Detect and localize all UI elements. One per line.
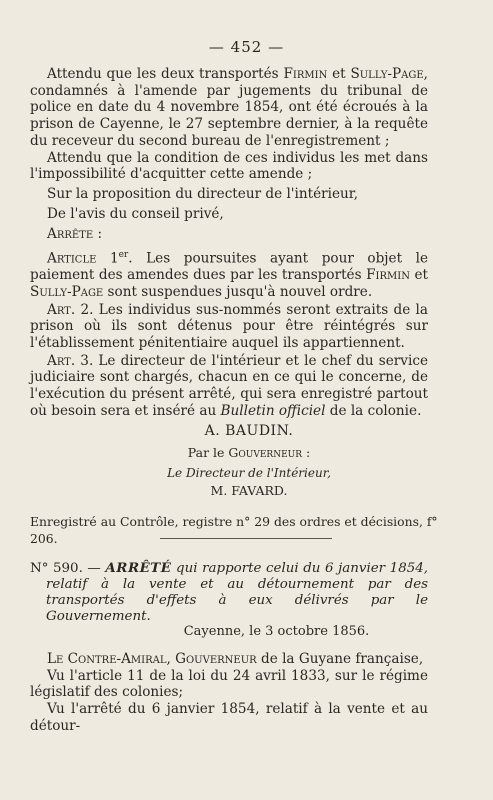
by-the-governor: Par le Gouverneur : — [187, 445, 311, 460]
preamble-paragraph-3: Sur la proposition du directeur de l'intérieur, — [47, 185, 359, 202]
preamble-paragraph-2: Attendu que la condition de ces individus les met dans l'impossibilité d'acquitter cette amende ; — [30, 149, 428, 183]
decree-number: N° 590. — — [30, 561, 106, 576]
preamble-paragraph-1: Attendu que les deux transportés Firmin et Sully-Page, condamnés à l'amende par jugements du tribunal de police en date du 4 novembre 1854, ont été écroués à la prison de Cayenne, le 27 septembre dernier, à la requête du receveur du second bureau de l'enregistrement ; — [30, 66, 428, 149]
article-1: Article 1er. Les poursuites ayant pour objet le paiement des amendes dues par les transportés Firmin et Sully-Page sont suspendues jusqu'à nouvel ordre. — [30, 250, 428, 300]
registration-line: Enregistré au Contrôle, registre n° 29 des ordres et décisions, f° 206. — [30, 514, 438, 546]
name-firmin: Firmin — [283, 66, 328, 82]
separator-rule — [160, 538, 332, 539]
article-3: Art. 3. Le directeur de l'intérieur et le chef du service judiciaire sont chargés, chacun en ce qui le concerne, de l'exécution du présent arrêté, qui sera enregistré partout où besoin sera et inséré au Bulletin officiel de la colonie. — [30, 352, 428, 419]
second-decree-place-date: Cayenne, le 3 octobre 1856. — [183, 624, 370, 639]
vu-paragraph-1: Vu l'article 11 de la loi du 24 avril 1833, sur le régime législatif des colonies; — [30, 667, 428, 701]
second-decree-body — [30, 651, 428, 735]
arrete-label: Arrête : — [47, 226, 103, 243]
governor-preamble: Le Contre-Amiral, Gouverneur de la Guyane française, — [47, 651, 424, 667]
signature-block — [30, 423, 428, 498]
director-name: M. FAVARD. — [210, 483, 288, 498]
preamble-paragraph-4: De l'avis du conseil privé, — [47, 205, 224, 222]
decree-title: qui rapporte celui du 6 janvier 1854, relatif à la vente et au détournement par des transportés d'effets à eux délivrés par le Gouvernement. — [46, 561, 429, 624]
director-title: Le Directeur de l'Intérieur, — [167, 466, 331, 480]
page-number: — 452 — — [208, 38, 285, 56]
article-3-label: Art. 3 — [47, 352, 89, 369]
second-decree-heading — [30, 560, 428, 625]
article-2-label: Art. 2 — [47, 301, 90, 318]
decree-word: ARRÊTÉ — [105, 560, 172, 576]
bulletin-officiel: Bulletin officiel — [220, 402, 326, 419]
signatory-name: A. BAUDIN. — [204, 423, 294, 439]
name-sully-page: Sully-Page — [350, 66, 424, 82]
article-2: Art. 2. Les individus sus-nommés seront extraits de la prison où ils sont détenus pour être réintégrés sur l'établissement pénitentiaire auquel ils appartiennent. — [30, 301, 428, 352]
vu-paragraph-2: Vu l'arrêté du 6 janvier 1854, relatif à la vente et au détour- — [30, 701, 428, 734]
article-1-label: Article 1 — [47, 250, 119, 267]
first-decree-body — [30, 66, 428, 420]
